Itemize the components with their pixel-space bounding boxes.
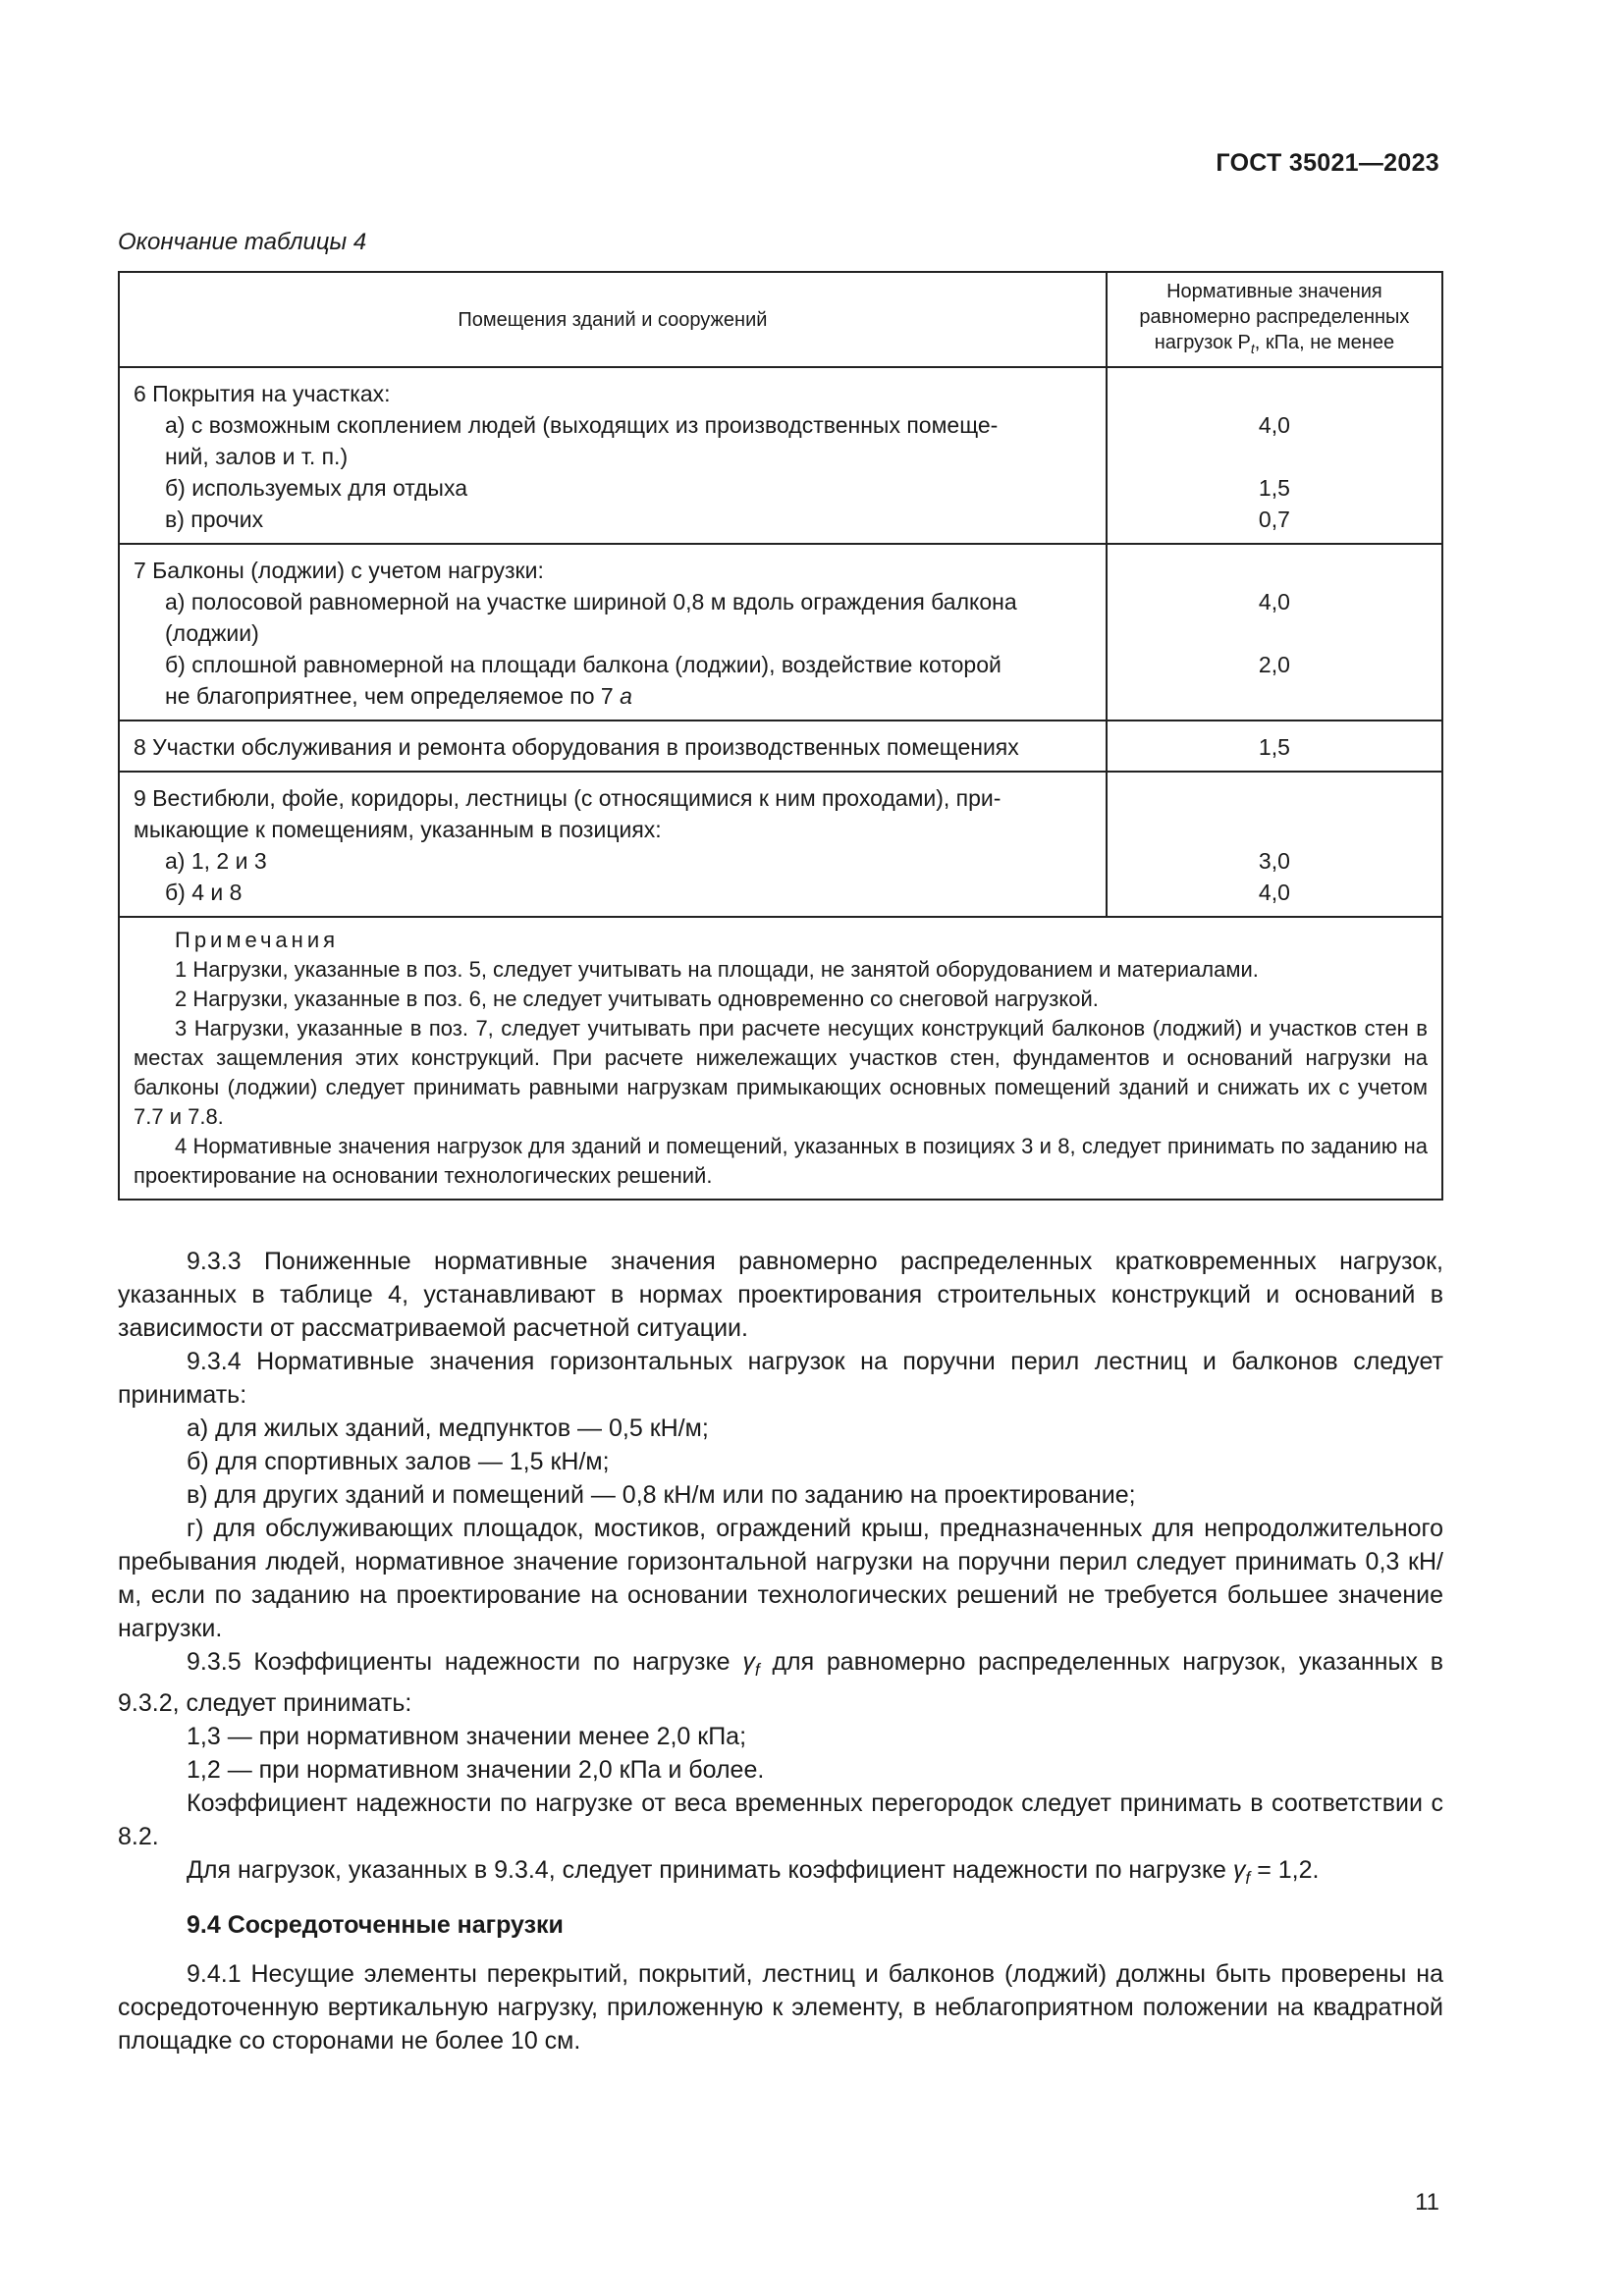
table-notes-row <box>119 917 1442 1200</box>
table-row <box>119 721 1442 772</box>
table-row <box>119 772 1442 917</box>
note-item: 4 Нормативные значения нагрузок для зданий и помещений, указанных в позициях 3 и 8, следует принимать по заданию на проектирование на основании технологических решений. <box>134 1134 1428 1188</box>
list-item: г) для обслуживающих площадок, мостиков, ограждений крыш, предназначенных для непродолжительного пребывания людей, нормативное значение горизонтальной нагрузки на поручни перил следует принимать 0,3 кН/м, если по заданию на проектирование на основании технологических решений не требуется большее значение нагрузки. <box>118 1515 1443 1642</box>
column-header-premises: Помещения зданий и сооружений <box>119 272 1107 367</box>
row-6-values: 4,0 1,5 0,7 <box>1107 367 1442 544</box>
row-7-values: 4,0 2,0 <box>1107 544 1442 721</box>
column-header-values: Нормативные значения равномерно распределенных нагрузок $P_t$, кПа, не менее <box>1107 272 1442 367</box>
row-8-values: 1,5 <box>1107 721 1442 772</box>
note-item: 2 Нагрузки, указанные в поз. 6, не следует учитывать одновременно со снеговой нагрузкой. <box>175 987 1099 1011</box>
document-code: ГОСТ 35021—2023 <box>1216 149 1439 177</box>
table-row <box>119 544 1442 721</box>
notes-title: Примечания <box>175 928 340 952</box>
list-item: б) для спортивных залов — 1,5 кН/м; <box>187 1448 610 1475</box>
row-9-values: 3,0 4,0 <box>1107 772 1442 917</box>
paragraph-9-3-4: 9.3.4 Нормативные значения горизонтальных нагрузок на поручни перил лестниц и балконов следует принимать: <box>118 1348 1443 1409</box>
list-item: 1,2 — при нормативном значении 2,0 кПа и более. <box>187 1756 765 1784</box>
section-title: 9.4 Сосредоточенные нагрузки <box>187 1911 564 1939</box>
paragraph-9-3-3: 9.3.3 Пониженные нормативные значения равномерно распределенных кратковременных нагрузок, указанных в таблице 4, устанавливают в нормах проектирования строительных конструкций и оснований в зависимости от рассматриваемой расчетной ситуации. <box>118 1248 1443 1342</box>
list-item: 1,3 — при нормативном значении менее 2,0 кПа; <box>187 1723 747 1750</box>
row-7-description: 7 Балконы (лоджии) с учетом нагрузки: а) полосовой равномерной на участке шириной 0,8 м вдоль ограждения балкона (лоджии) б) сплошной равномерной на площади балкона (лоджии), воздействие которой не благоприятнее, чем определяемое по 7 а <box>119 544 1107 721</box>
table-header-row <box>119 272 1442 367</box>
page-number: 11 <box>1415 2189 1439 2216</box>
table-notes <box>119 917 1442 1200</box>
body-text <box>118 1245 1443 2057</box>
paragraph-railings-coefficient: Для нагрузок, указанных в 9.3.4, следует принимать коэффициент надежности по нагрузке $\gamma_f = 1,2$. <box>187 1856 1320 1888</box>
table-row <box>119 367 1442 544</box>
paragraph-9-3-5: 9.3.5 Коэффициенты надежности по нагрузке $\gamma_f$ для равномерно распределенных нагрузок, указанных в 9.3.2, следует принимать: <box>118 1648 1443 1717</box>
paragraph-9-4-1: 9.4.1 Несущие элементы перекрытий, покрытий, лестниц и балконов (лоджий) должны быть проверены на сосредоточенную вертикальную нагрузку, приложенную к элементу, в неблагоприятном положении на квадратной площадке со сторонами не более 10 см. <box>118 1960 1443 2055</box>
loads-table <box>118 271 1443 1201</box>
list-item: в) для других зданий и помещений — 0,8 кН/м или по заданию на проектирование; <box>187 1481 1136 1509</box>
row-6-description: 6 Покрытия на участках: а) с возможным скоплением людей (выходящих из производственных помеще- ний, залов и т. п.) б) используемых для отдыха в) прочих <box>119 367 1107 544</box>
table-caption: Окончание таблицы 4 <box>118 229 367 255</box>
paragraph-partitions: Коэффициент надежности по нагрузке от веса временных перегородок следует принимать в соответствии с 8.2. <box>118 1789 1443 1850</box>
note-item: 1 Нагрузки, указанные в поз. 5, следует учитывать на площади, не занятой оборудованием и материалами. <box>175 957 1259 982</box>
row-9-description: 9 Вестибюли, фойе, коридоры, лестницы (с относящимися к ним проходами), при- мыкающие к помещениям, указанным в позициях: а) 1, 2 и 3 б) 4 и 8 <box>119 772 1107 917</box>
row-8-description: 8 Участки обслуживания и ремонта оборудования в производственных помещениях <box>119 721 1107 772</box>
note-item: 3 Нагрузки, указанные в поз. 7, следует учитывать при расчете несущих конструкций балконов (лоджий) и участков стен в местах защемления этих конструкций. При расчете нижележащих участков стен, фундаментов и оснований нагрузки на балконы (лоджии) следует принимать равными нагрузкам примыкающих основных помещений зданий и снижать их с учетом 7.7 и 7.8. <box>134 1016 1428 1129</box>
list-item: а) для жилых зданий, медпунктов — 0,5 кН/м; <box>187 1415 709 1442</box>
